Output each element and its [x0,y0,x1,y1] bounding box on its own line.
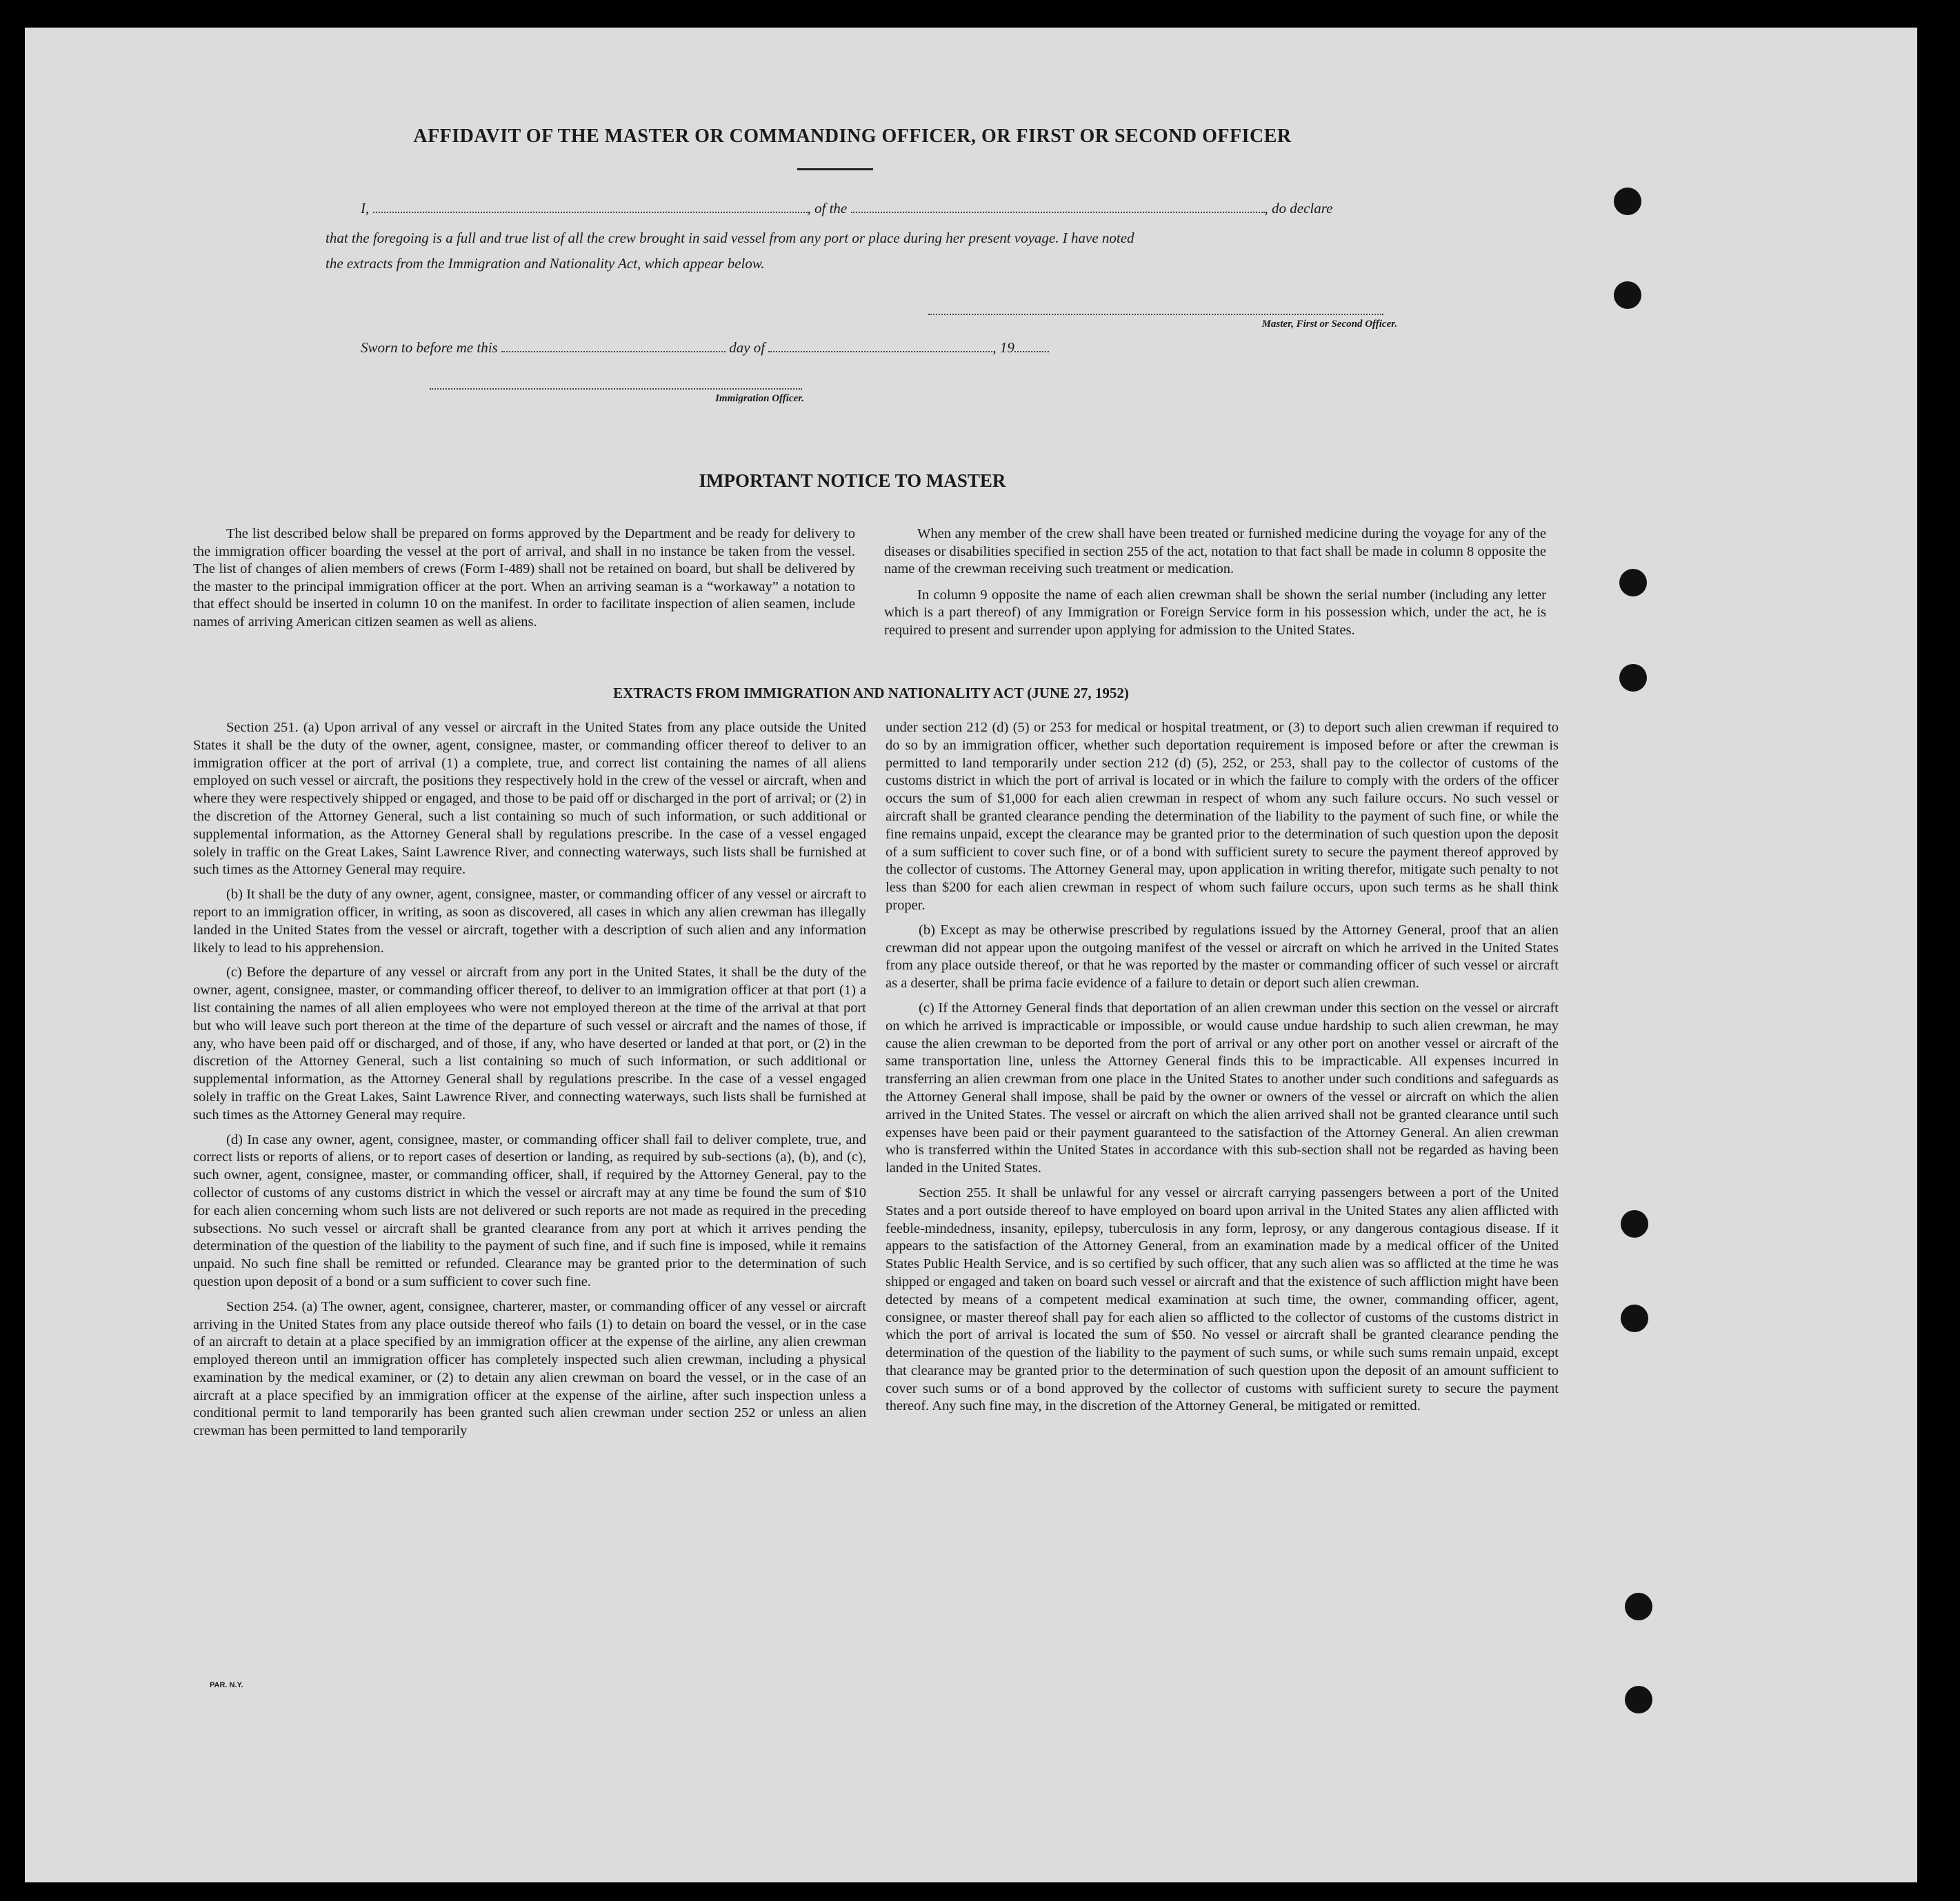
vessel-name-field[interactable] [851,212,1265,213]
notice-right-paragraph-2: In column 9 opposite the name of each alien crewman shall be shown the serial number (including any letter which is a part thereof) of any Immigration or Foreign Service form in his possession which, under the act, he is required to present and surrender upon applying for admission to the United States. [884,587,1546,638]
title-underline [797,168,873,170]
master-signature-line[interactable] [928,314,1383,315]
sworn-month-field[interactable] [768,351,992,352]
punch-hole [1614,281,1641,309]
notice-right-column [884,525,1546,647]
extract-paragraph: (c) Before the departure of any vessel or aircraft from any port in the United States, it shall be the duty of the owner, agent, consignee, master, or commanding officer thereof, to deliver to an immigration officer at that port (1) a list containing the names of all alien employees who were not employed thereon at the time of the arrival at that port but who will leave such port thereon at the time of the departure of such vessel or aircraft and the names of those, if any, who have been paid off or discharged, and of those, if any, who have deserted or landed at that port, or (2) in the discretion of the Attorney General, such a list containing so much of such information, or such additional or supplemental information, as the Attorney General shall by regulations prescribe. In the case of a vessel engaged solely in traffic on the Great Lakes, Saint Lawrence River, and connecting waterways, such lists shall be furnished at such times as the Attorney General may require. [193,965,866,1123]
extract-paragraph: (b) It shall be the duty of any owner, agent, consignee, master, or commanding officer of any vessel or aircraft to report to an immigration officer, in writing, as soon as discovered, all cases in which any alien crewman has illegally landed in the United States from the vessel or aircraft, together with a description of such alien and any information likely to lead to his apprehension. [193,887,866,956]
punch-hole [1614,188,1641,215]
punch-hole [1625,1593,1652,1620]
extract-paragraph: Section 254. (a) The owner, agent, consignee, charterer, master, or commanding officer of any vessel or aircraft arriving in the United States from any place outside thereof who fails (1) to detain on board the vessel, or in the case of an aircraft to detain at a place specified by an immigration officer at the expense of the airline, any alien crewman employed thereon until an immigration officer has completely inspected such alien crewman, including a physical examination by the medical examiner, or (2) to detain any alien crewman on board the vessel, or in the case of an aircraft at a place specified by an immigration officer at the expense of the airline, after such inspection unless a conditional permit to land temporarily has been granted such alien crewman under section 252 or unless an alien crewman has been permitted to land temporarily [193,1298,866,1439]
declarant-name-field[interactable] [373,212,808,213]
sworn-day-of: day of [729,339,766,356]
master-signature-label: Master, First or Second Officer. [1261,319,1397,330]
extracts-left-column [193,719,866,1447]
notice-right-paragraph-1: When any member of the crew shall have been treated or furnished medicine during the voyage for any of the diseases or disabilities specified in section 255 of the act, notation to that fact shall be made in column 8 opposite the name of the crewman receiving such treatment or medication. [884,526,1546,576]
sworn-day-field[interactable] [501,351,726,352]
sworn-prefix: Sworn to before me this [361,339,498,356]
declaration-line-1 [361,200,1409,217]
declaration-i: I, [361,200,370,217]
extract-paragraph: under section 212 (d) (5) or 253 for medical or hospital treatment, or (3) to deport such alien crewman if required to do so by an immigration officer, whether such deportation requirement is imposed before or after the crewman is permitted to land temporarily under section 212 (d) (5), 252, or 253, shall pay to the collector of customs of the customs district in which the port of arrival is located or in which the failure to comply with the orders of the officer occurs the sum of $1,000 for each alien crewman in respect of whom any such failure occurs. No such vessel or aircraft shall be granted clearance pending the determination of the liability to the payment of such fine, or while the fine remains unpaid, except the clearance may be granted prior to the determination of such question upon the deposit of a sum sufficient to cover such fine, or of a bond with sufficient surety to secure the payment thereof approved by the collector of customs. The Attorney General may, upon application in writing therefor, mitigate such penalty to not less than $200 for each alien crewman in respect of whom such failure occurs, upon such terms as he shall think proper. [886,720,1559,913]
extract-paragraph: (d) In case any owner, agent, consignee, master, or commanding officer shall fail to deliver complete, true, and correct lists or reports of aliens, or to report cases of desertion or landing, as required by sub-sections (a), (b), and (c), such owner, agent, consignee, master, or commanding officer, shall, if required by the Attorney General, pay to the collector of customs of any customs district in which the vessel or aircraft may at any time be found the sum of $10 for each alien concerning whom such lists are not delivered or such reports are not made as required in the preceding subsections. No such vessel or aircraft shall be granted clearance from any port at which it arrives pending the determination of the question of the liability to the payment of such fine, and if such fine is imposed, while it remains unpaid. No such fine shall be remitted or refunded. Clearance may be granted prior to the determination of such question upon deposit of a bond or a sum sufficient to cover such fine. [193,1131,866,1289]
printer-mark: PAR. N.Y. [210,1681,243,1689]
form-page [25,28,1917,1882]
sworn-line [361,339,1188,356]
declaration-of-the: , of the [807,200,848,217]
extract-paragraph: (b) Except as may be otherwise prescribed by regulations issued by the Attorney General, proof that an alien crewman did not appear upon the outgoing manifest of the vessel or aircraft on which he arrived in the United States from any place outside thereof, or that he was reported by the master or commanding officer of such vessel or aircraft as a deserter, shall be prima facie evidence of a failure to detain or deport such alien crewman. [886,922,1559,992]
sworn-year-field[interactable] [1014,351,1049,352]
affidavit-title: AFFIDAVIT OF THE MASTER OR COMMANDING OFFICER, OR FIRST OR SECOND OFFICER [413,125,1292,147]
officer-signature-label: Immigration Officer. [715,393,804,404]
extracts-right-column [886,719,1559,1422]
notice-left-column [193,525,855,639]
officer-signature-line[interactable] [430,388,802,390]
punch-hole [1619,664,1647,692]
extracts-title: EXTRACTS FROM IMMIGRATION AND NATIONALITY ACT (JUNE 27, 1952) [613,685,1129,701]
extract-paragraph: (c) If the Attorney General finds that deportation of an alien crewman under this section on the vessel or aircraft on which he arrived is impracticable or impossible, or would cause undue hardship to such alien crewman, he may cause the alien crewman to be deported from the port of arrival or any other port on another vessel or aircraft of the same transportation line, unless the Attorney General finds this to be impracticable. All expenses incurred in transferring an alien crewman from one place in the United States to another under such conditions and safeguards as the Attorney General shall impose, shall be paid by the owner or owners of the vessel or aircraft on which the alien arrived in the United States. The vessel or aircraft on which the alien arrived shall not be granted clearance until such expenses have been paid or their payment guaranteed to the satisfaction of the Attorney General. An alien crewman who is transferred within the United States in accordance with this sub-section shall not be regarded as having been landed in the United States. [886,1000,1559,1176]
notice-title: IMPORTANT NOTICE TO MASTER [699,470,1006,491]
punch-hole [1621,1210,1648,1238]
notice-left-paragraph: The list described below shall be prepared on forms approved by the Department and be ready for delivery to the immigration officer boarding the vessel at the port of arrival, and shall in no instance be taken from the vessel. The list of changes of alien members of crews (Form I-489) shall not be retained on board, but shall be delivered by the master to the principal immigration officer at the port. When an arriving seaman is a “workaway” a notation to that effect should be inserted in column 10 on the manifest. In order to facilitate inspection of alien seamen, include names of arriving American citizen seamen as well as aliens. [193,526,855,630]
extract-paragraph: Section 255. It shall be unlawful for any vessel or aircraft carrying passengers between a port of the United States and a port outside thereof to have employed on board upon arrival in the United States any alien afflicted with feeble-mindedness, insanity, epilepsy, tuberculosis in any form, leprosy, or any dangerous contagious disease. If it appears to the satisfaction of the Attorney General, from an examination made by a medical officer of the United States Public Health Service, and is so certified by such officer, that any such alien was so afflicted at the time he was shipped or engaged and taken on board such vessel or aircraft and that the existence of such affliction might have been detected by means of a competent medical examination at such time, the owner, commanding officer, agent, consignee, or master thereof shall pay for each alien so afflicted to the collector of customs of the customs district in which the port of arrival is located the sum of $50. No vessel or aircraft shall be granted clearance pending the determination of the question of the liability to the payment of such sums, or while such sums remain unpaid, except that clearance may be granted prior to the determination of such question upon the deposit of an amount sufficient to cover such sums or of a bond approved by the collector of customs with sufficient surety to secure the payment thereof. Any such fine may, in the discretion of the Attorney General, be mitigated or remitted. [886,1185,1559,1414]
punch-hole [1619,569,1647,596]
extract-paragraph: Section 251. (a) Upon arrival of any vessel or aircraft in the United States from any place outside the United States it shall be the duty of the owner, agent, consignee, master, or commanding officer thereof to deliver to an immigration officer at the port of arrival (1) a complete, true, and correct list containing the names of all aliens employed on such vessel or aircraft, the positions they respectively hold in the crew of the vessel or aircraft, when and where they were respectively shipped or engaged, and those to be paid off or discharged in the port of arrival; or (2) in the discretion of the Attorney General, such a list containing so much of such information, or such additional or supplemental information, as the Attorney General shall by regulations prescribe. In the case of a vessel engaged solely in traffic on the Great Lakes, Saint Lawrence River, and connecting waterways, such lists shall be furnished at such times as the Attorney General may require. [193,720,866,878]
declaration-line-3: the extracts from the Immigration and Nationality Act, which appear below. [326,255,765,272]
sworn-year-prefix: , 19 [992,339,1014,356]
punch-hole [1625,1686,1652,1713]
punch-hole [1621,1305,1648,1332]
declaration-do-declare: , do declare [1264,200,1333,217]
declaration-line-2: that the foregoing is a full and true list of all the crew brought in said vessel from any port or place during her present voyage. I have noted [326,230,1134,246]
